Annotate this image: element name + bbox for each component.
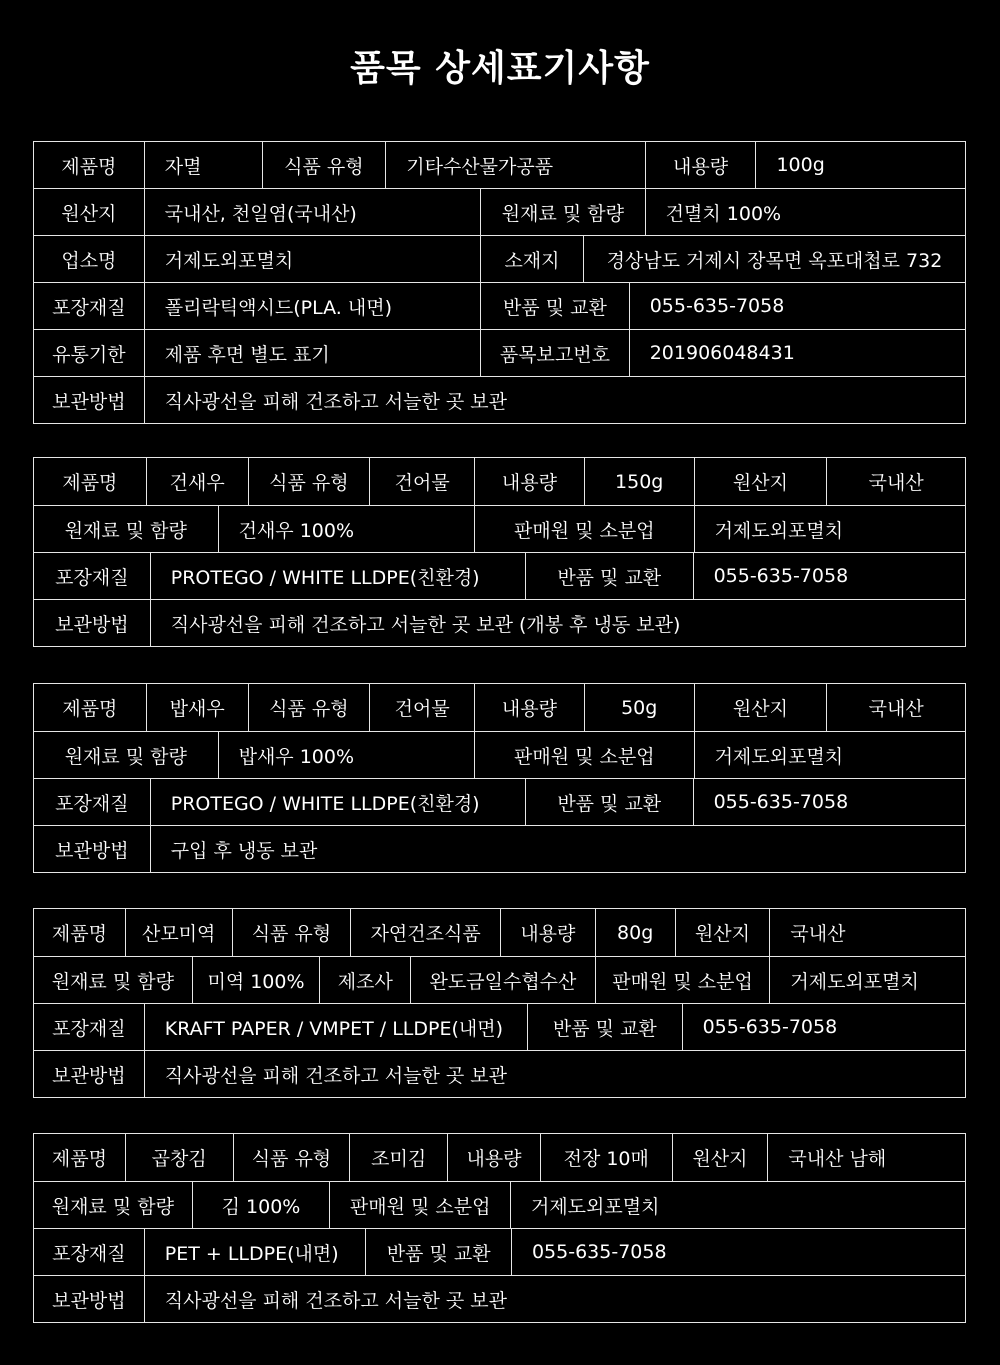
field-label: 내용량 — [474, 458, 584, 505]
field-value: 055-635-7058 — [629, 283, 965, 329]
field-value: 055-635-7058 — [511, 1229, 965, 1275]
field-label: 보관방법 — [52, 1064, 126, 1087]
field-value: 기타수산물가공품 — [385, 142, 644, 188]
field-label: 판매원 및 소분업 — [474, 732, 694, 778]
field-label: 내용량 — [500, 909, 595, 956]
field-label: 원산지 — [694, 684, 827, 731]
table-row — [34, 1181, 965, 1228]
field-label: 보관방법 — [55, 839, 129, 862]
field-value: 150g — [584, 458, 694, 505]
field-value: 건새우 — [146, 458, 248, 505]
field-value: 50g — [584, 684, 694, 731]
field-value: PROTEGO / WHITE LLDPE(친환경) — [150, 553, 525, 599]
field-value: 곱창김 — [125, 1134, 233, 1181]
page-title: 품목 상세표기사항 — [350, 48, 650, 89]
table-row — [34, 731, 965, 778]
field-value: 국내산 남해 — [767, 1134, 965, 1181]
field-value: 국내산 — [826, 458, 965, 505]
field-value: 거제도외포멸치 — [694, 732, 965, 778]
field-label: 유통기한 — [52, 343, 126, 366]
field-label: 판매원 및 소분업 — [329, 1182, 510, 1228]
field-value: 김 100% — [192, 1182, 330, 1228]
field-label: 식품 유형 — [248, 458, 370, 505]
field-label: 판매원 및 소분업 — [595, 957, 770, 1003]
field-label: 식품 유형 — [248, 684, 370, 731]
field-value: 건어물 — [369, 458, 474, 505]
field-label: 반품 및 교환 — [525, 779, 693, 825]
field-label: 업소명 — [61, 249, 117, 272]
field-value: 건어물 — [369, 684, 474, 731]
field-label: 반품 및 교환 — [480, 283, 629, 329]
field-label: 판매원 및 소분업 — [474, 506, 694, 552]
table-row — [34, 825, 965, 872]
field-label: 내용량 — [474, 684, 584, 731]
field-value: 조미김 — [349, 1134, 447, 1181]
field-value: 국내산 — [826, 684, 965, 731]
table-row — [34, 684, 965, 731]
field-label: 포장재질 — [52, 1242, 126, 1265]
field-value: 80g — [595, 909, 675, 956]
table-row — [34, 188, 965, 235]
field-value: 직사광선을 피해 건조하고 서늘한 곳 보관 — [144, 377, 965, 423]
field-label: 제품명 — [51, 923, 107, 945]
field-value: 경상남도 거제시 장목면 옥포대첩로 732 — [583, 236, 965, 282]
field-label: 포장재질 — [52, 296, 126, 319]
field-label: 포장재질 — [55, 792, 129, 815]
field-value: 건새우 100% — [218, 506, 474, 552]
table-row — [34, 1050, 965, 1097]
table-row — [34, 1003, 965, 1050]
field-value: 밥새우 100% — [218, 732, 474, 778]
field-label: 식품 유형 — [232, 909, 351, 956]
field-label: 원산지 — [675, 909, 770, 956]
field-value: 거제도외포멸치 — [694, 506, 965, 552]
field-label: 소재지 — [480, 236, 583, 282]
table-row — [34, 329, 965, 376]
field-value: 밥새우 — [146, 684, 248, 731]
field-label: 식품 유형 — [233, 1134, 350, 1181]
field-label: 원재료 및 함량 — [64, 745, 187, 768]
field-value: 완도금일수협수산 — [410, 957, 595, 1003]
table-row — [34, 282, 965, 329]
table-row — [34, 1228, 965, 1275]
field-label: 식품 유형 — [262, 142, 386, 188]
field-value: 제품 후면 별도 표기 — [144, 330, 480, 376]
field-label: 보관방법 — [52, 390, 126, 413]
product-table-5 — [33, 1133, 966, 1323]
table-row — [34, 505, 965, 552]
field-value: 055-635-7058 — [682, 1004, 965, 1050]
field-value: 건멸치 100% — [645, 189, 965, 235]
field-label: 반품 및 교환 — [525, 553, 693, 599]
field-label: 제품명 — [61, 155, 117, 178]
field-label: 원재료 및 함량 — [64, 519, 187, 542]
field-label: 제품명 — [62, 698, 118, 720]
field-value: 거제도외포멸치 — [144, 236, 480, 282]
table-row — [34, 376, 965, 423]
field-label: 원재료 및 함량 — [51, 970, 174, 993]
field-value: 폴리락틱액시드(PLA. 내면) — [144, 283, 480, 329]
product-table-4 — [33, 908, 966, 1098]
field-label: 포장재질 — [55, 566, 129, 589]
field-value: 201906048431 — [629, 330, 965, 376]
field-label: 원재료 및 함량 — [51, 1195, 174, 1218]
field-label: 내용량 — [447, 1134, 540, 1181]
field-label: 원산지 — [672, 1134, 768, 1181]
field-label: 원산지 — [61, 202, 117, 225]
field-value: PROTEGO / WHITE LLDPE(친환경) — [150, 779, 525, 825]
field-label: 제품명 — [62, 472, 118, 494]
field-label: 원재료 및 함량 — [480, 189, 645, 235]
field-label: 원산지 — [694, 458, 827, 505]
field-value: 자멸 — [144, 142, 262, 188]
field-value: PET + LLDPE(내면) — [144, 1229, 366, 1275]
product-table-3 — [33, 683, 966, 873]
field-value: 전장 10매 — [540, 1134, 672, 1181]
field-value: 직사광선을 피해 건조하고 서늘한 곳 보관 — [144, 1276, 965, 1322]
field-label: 보관방법 — [55, 613, 129, 636]
field-value: 구입 후 냉동 보관 — [150, 826, 965, 872]
field-value: 100g — [755, 142, 965, 188]
table-row — [34, 778, 965, 825]
field-value: 미역 100% — [192, 957, 320, 1003]
table-row — [34, 956, 965, 1003]
field-label: 품목보고번호 — [480, 330, 629, 376]
field-value: 직사광선을 피해 건조하고 서늘한 곳 보관 — [144, 1051, 965, 1097]
field-value: 거제도외포멸치 — [769, 957, 965, 1003]
product-table-2 — [33, 457, 966, 647]
field-value: 국내산 — [769, 909, 965, 956]
table-row — [34, 1275, 965, 1322]
field-value: 055-635-7058 — [693, 553, 965, 599]
field-label: 반품 및 교환 — [365, 1229, 511, 1275]
field-label: 내용량 — [645, 142, 756, 188]
field-value: 직사광선을 피해 건조하고 서늘한 곳 보관 (개봉 후 냉동 보관) — [150, 600, 965, 646]
table-row — [34, 235, 965, 282]
field-value: 자연건조식품 — [350, 909, 500, 956]
table-row — [34, 142, 965, 188]
field-label: 포장재질 — [52, 1017, 126, 1040]
field-value: 산모미역 — [125, 909, 232, 956]
field-label: 제조사 — [319, 957, 410, 1003]
table-row — [34, 552, 965, 599]
field-value: KRAFT PAPER / VMPET / LLDPE(내면) — [144, 1004, 527, 1050]
product-table-1 — [33, 141, 966, 424]
table-row — [34, 1134, 965, 1181]
field-label: 반품 및 교환 — [527, 1004, 682, 1050]
field-label: 제품명 — [51, 1148, 107, 1170]
table-row — [34, 458, 965, 505]
field-value: 국내산, 천일염(국내산) — [144, 189, 480, 235]
field-label: 보관방법 — [52, 1289, 126, 1312]
field-value: 거제도외포멸치 — [510, 1182, 965, 1228]
field-value: 055-635-7058 — [693, 779, 965, 825]
table-row — [34, 909, 965, 956]
table-row — [34, 599, 965, 646]
